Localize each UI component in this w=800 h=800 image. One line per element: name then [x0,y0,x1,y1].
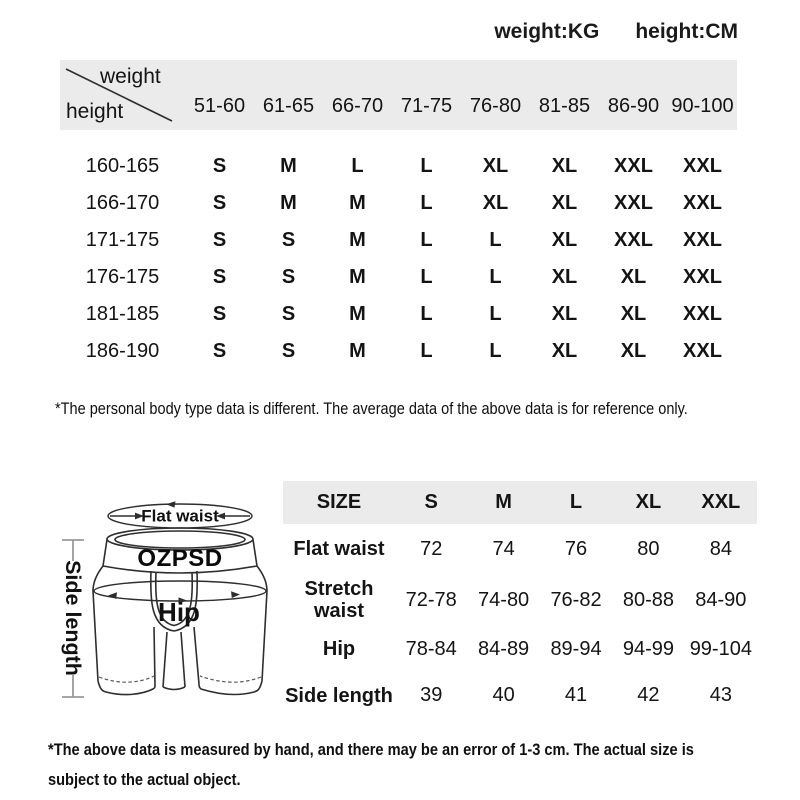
height-range-label: 186-190 [85,340,160,362]
units-row [494,20,738,44]
measurement-value: 94-99 [622,637,674,660]
size-cell: L [420,192,433,214]
table-row [283,524,757,574]
size-cell: XL [482,155,509,177]
size-cell: L [489,340,502,362]
weight-unit-label: weight:KG [494,20,600,43]
size-cell: S [212,340,227,362]
size-cell: M [349,192,366,214]
size-cell: L [420,229,433,251]
corner-weight-label: weight [100,65,161,88]
measurement-table [283,481,757,719]
reference-note: *The personal body type data is different. The average data of the above data is for reference only. [55,400,688,418]
measurement-header: L [569,491,583,513]
hem-stitch-lines [99,676,261,682]
size-cell: S [212,229,227,251]
measurement-table-header [283,481,757,524]
measurement-value: 41 [564,684,588,706]
measurement-value: 99-104 [689,637,752,660]
measurement-header: XL [635,491,662,513]
side-length-label: Side length [61,560,85,676]
weight-range-header: 71-75 [400,94,453,117]
height-range-label: 176-175 [85,266,160,288]
table-row [60,222,737,259]
measurement-value: 84 [709,537,732,560]
size-cell: S [281,340,296,362]
table-row [283,574,757,626]
height-range-label: 160-165 [85,155,160,177]
size-cell: XL [551,340,578,362]
shorts-diagram [40,475,285,720]
measurement-label: Flat waist [293,538,385,560]
size-cell: XL [551,155,578,177]
measurement-label: Stretch waist [304,578,374,622]
size-cell: XL [620,340,647,362]
size-cell: L [489,229,502,251]
measurement-header: S [424,491,438,513]
measurement-header: XXL [701,491,741,513]
table-row [60,185,737,222]
size-cell: XXL [614,155,653,177]
table-row [60,148,737,185]
table-row [60,259,737,296]
size-cell: L [351,155,364,177]
table-row [60,296,737,333]
size-cell: XL [551,266,578,288]
size-cell: L [420,155,433,177]
height-range-label: 171-175 [85,229,160,251]
size-cell: XL [620,303,647,325]
size-cell: XXL [683,192,722,214]
measurement-value: 72-78 [405,588,457,611]
size-cell: XL [551,303,578,325]
measurement-value: 76-82 [550,588,602,611]
size-cell: XL [620,266,647,288]
size-cell: M [349,229,366,251]
size-cell: S [212,303,227,325]
measurement-value: 76 [564,537,588,560]
height-unit-label: height:CM [635,20,738,43]
weight-range-header: 51-60 [193,94,246,117]
measurement-value: 43 [709,684,732,706]
measurement-value: 74 [492,537,515,560]
measurement-value: 80 [637,537,660,560]
size-cell: M [349,340,366,362]
height-weight-table-body [60,148,737,370]
size-cell: L [489,266,502,288]
size-cell: S [212,192,227,214]
size-cell: XXL [614,229,653,251]
measurement-value: 78-84 [405,637,457,660]
measurement-value: 39 [420,684,443,706]
table-row [283,626,757,672]
measurement-value: 72 [420,537,443,560]
measurement-header: SIZE [316,491,362,513]
size-cell: XXL [683,266,722,288]
measurement-header: M [495,491,512,513]
measurement-value: 40 [492,684,515,706]
size-cell: XXL [683,303,722,325]
size-cell: M [349,303,366,325]
measurement-value: 84-90 [695,588,747,611]
tolerance-note: *The above data is measured by hand, and there may be an error of 1-3 cm. The actual size is subject to the actual object. [48,740,694,789]
weight-range-header: 90-100 [671,94,734,117]
weight-range-header: 76-80 [469,94,522,117]
weight-range-header: 81-85 [538,94,591,117]
size-cell: L [420,303,433,325]
measurement-value: 42 [637,684,660,706]
weight-range-header: 66-70 [331,94,384,117]
hip-label: Hip [158,597,200,627]
size-cell: XXL [614,192,653,214]
size-cell: XXL [683,340,722,362]
size-cell: XXL [683,155,722,177]
size-cell: M [280,155,297,177]
size-cell: XL [551,229,578,251]
table-row [283,672,757,719]
weight-range-header: 61-65 [262,94,315,117]
size-cell: L [420,340,433,362]
size-cell: L [420,266,433,288]
measurement-value: 84-89 [478,637,530,660]
size-cell: S [281,303,296,325]
corner-height-label: height [66,100,124,123]
weight-range-headers [185,60,737,130]
height-range-label: 166-170 [85,192,160,214]
measurement-label: Side length [285,684,393,707]
size-cell: XL [482,192,509,214]
size-cell: S [281,229,296,251]
size-cell: L [489,303,502,325]
size-cell: S [212,266,227,288]
measurement-value: 89-94 [550,637,602,660]
size-cell: M [349,266,366,288]
size-cell: M [280,192,297,214]
table-row [60,333,737,370]
measurement-value: 74-80 [478,588,530,611]
measurement-label: Hip [322,638,356,660]
brand-logo: OZPSD [137,545,223,572]
weight-range-header: 86-90 [607,94,660,117]
height-range-label: 181-185 [85,303,160,325]
size-cell: XL [551,192,578,214]
height-weight-size-table [60,60,737,370]
flat-waist-label: Flat waist [141,506,219,526]
size-cell: S [212,155,227,177]
size-cell: XXL [683,229,722,251]
measurement-value: 80-88 [622,588,674,611]
height-weight-table-header [60,60,737,130]
corner-cell [60,60,185,130]
size-cell: S [281,266,296,288]
measurement-table-body [283,524,757,719]
